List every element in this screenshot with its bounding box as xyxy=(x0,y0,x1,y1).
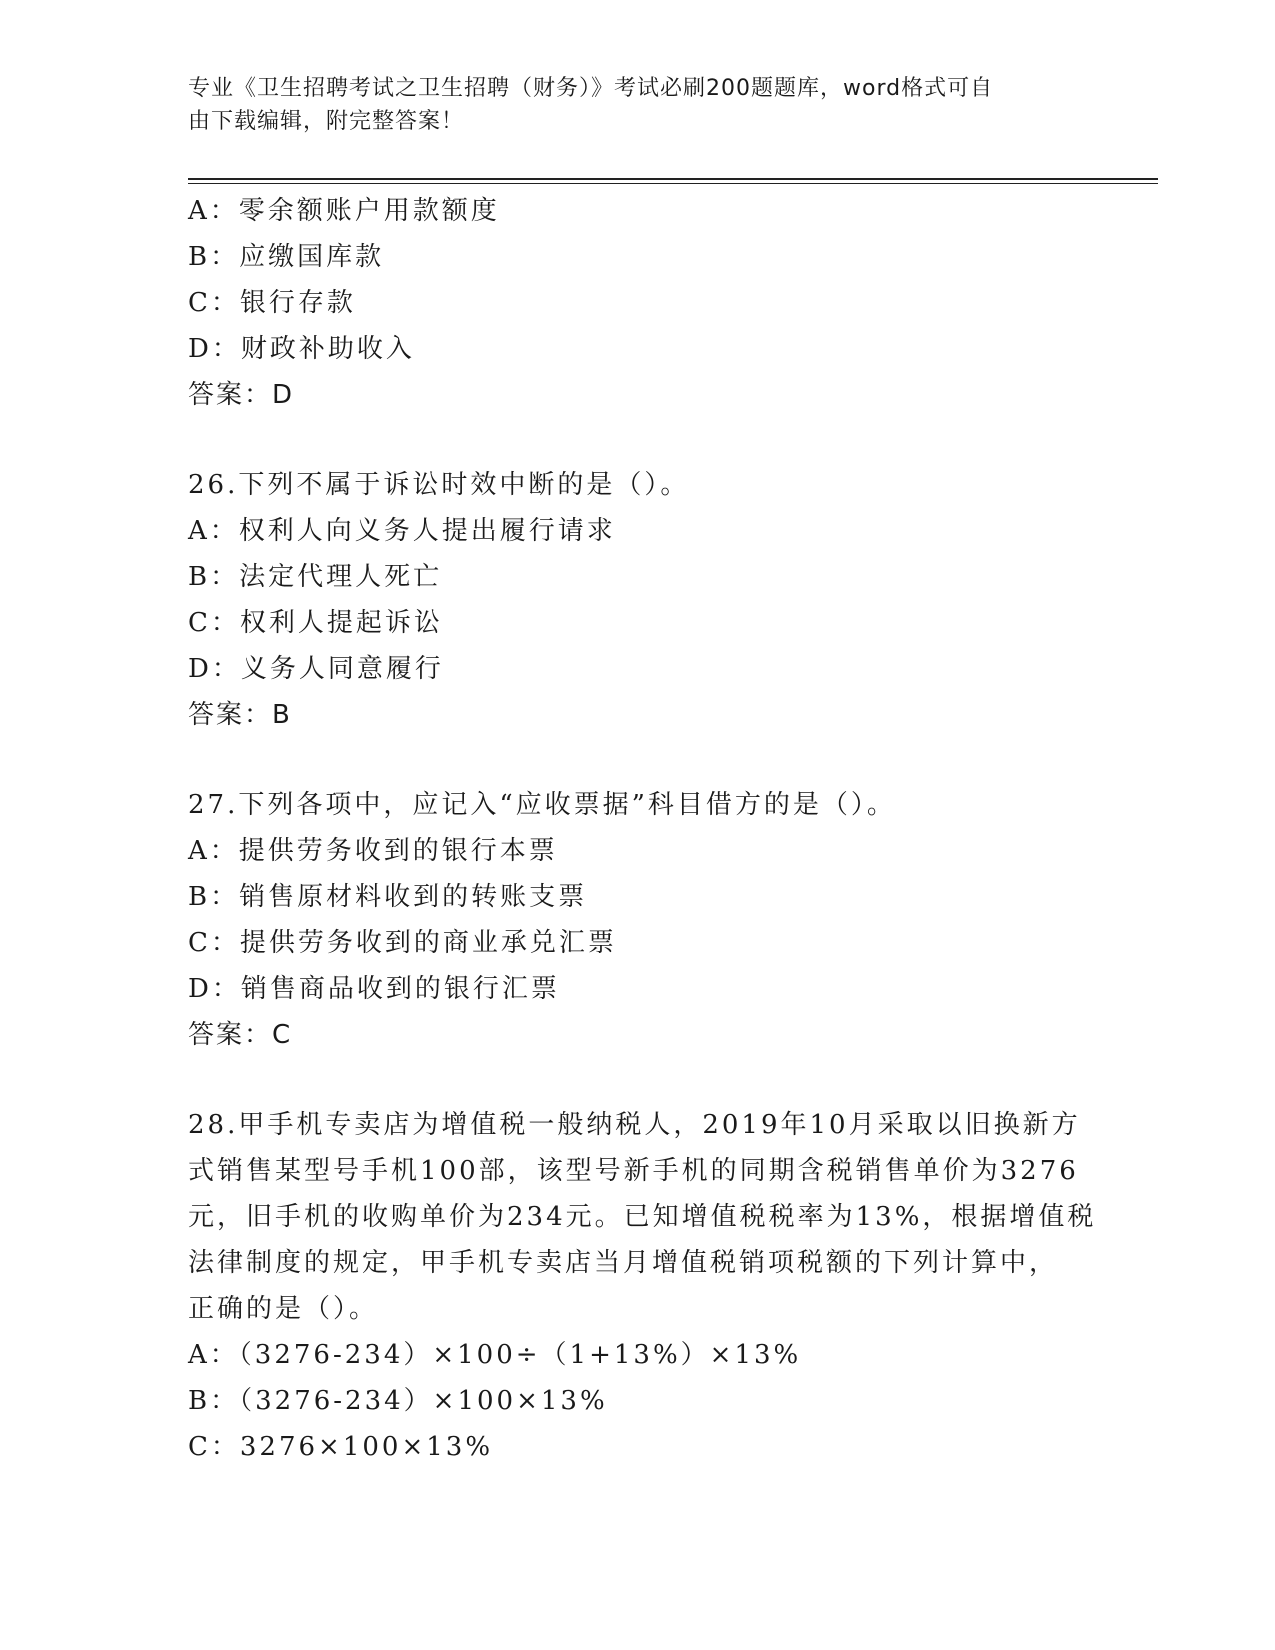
option-a: A：零余额账户用款额度 xyxy=(188,196,500,226)
question-27 xyxy=(188,782,1088,1058)
question-26 xyxy=(188,462,1088,738)
document-header xyxy=(188,72,1068,138)
question-stem-line-2: 式销售某型号手机100部，该型号新手机的同期含税销售单价为3276 xyxy=(188,1156,1079,1186)
option-c: C：权利人提起诉讼 xyxy=(188,608,443,638)
option-d: D：义务人同意履行 xyxy=(188,654,444,684)
question-stem-line-1: 28.甲手机专卖店为增值税一般纳税人，2019年10月采取以旧换新方 xyxy=(188,1110,1081,1140)
answer: 答案：C xyxy=(188,1020,293,1050)
question-stem-line-4: 法律制度的规定，甲手机专卖店当月增值税销项税额的下列计算中， xyxy=(188,1248,1059,1278)
question-28 xyxy=(188,1102,1097,1470)
header-line-2: 由下载编辑，附完整答案！ xyxy=(188,109,465,134)
question-stem-line-5: 正确的是（）。 xyxy=(188,1294,379,1324)
option-b: B：销售原材料收到的转账支票 xyxy=(188,882,588,912)
question-stem: 27.下列各项中，应记入“应收票据”科目借方的是（）。 xyxy=(188,790,896,820)
header-divider-thin xyxy=(188,183,1158,184)
option-b: B：法定代理人死亡 xyxy=(188,562,443,592)
option-a: A：（3276-234）×100÷（1+13%）×13% xyxy=(188,1340,802,1370)
answer: 答案：D xyxy=(188,380,295,410)
option-d: D：销售商品收到的银行汇票 xyxy=(188,974,560,1004)
question-stem: 26.下列不属于诉讼时效中断的是（）。 xyxy=(188,470,690,500)
option-a: A：权利人向义务人提出履行请求 xyxy=(188,516,616,546)
option-c: C：提供劳务收到的商业承兑汇票 xyxy=(188,928,617,958)
question-25 xyxy=(188,188,1088,418)
header-line-1: 专业《卫生招聘考试之卫生招聘（财务）》考试必刷200题题库，word格式可自 xyxy=(188,76,994,101)
option-c: C：银行存款 xyxy=(188,288,356,318)
question-list xyxy=(188,188,1097,1470)
option-c: C：3276×100×13% xyxy=(188,1432,494,1462)
header-divider xyxy=(188,178,1158,180)
option-a: A：提供劳务收到的银行本票 xyxy=(188,836,558,866)
option-d: D：财政补助收入 xyxy=(188,334,415,364)
question-stem-line-3: 元，旧手机的收购单价为234元。已知增值税税率为13%，根据增值税 xyxy=(188,1202,1097,1232)
option-b: B：应缴国库款 xyxy=(188,242,385,272)
option-b: B：（3276-234）×100×13% xyxy=(188,1386,608,1416)
answer: 答案：B xyxy=(188,700,292,730)
